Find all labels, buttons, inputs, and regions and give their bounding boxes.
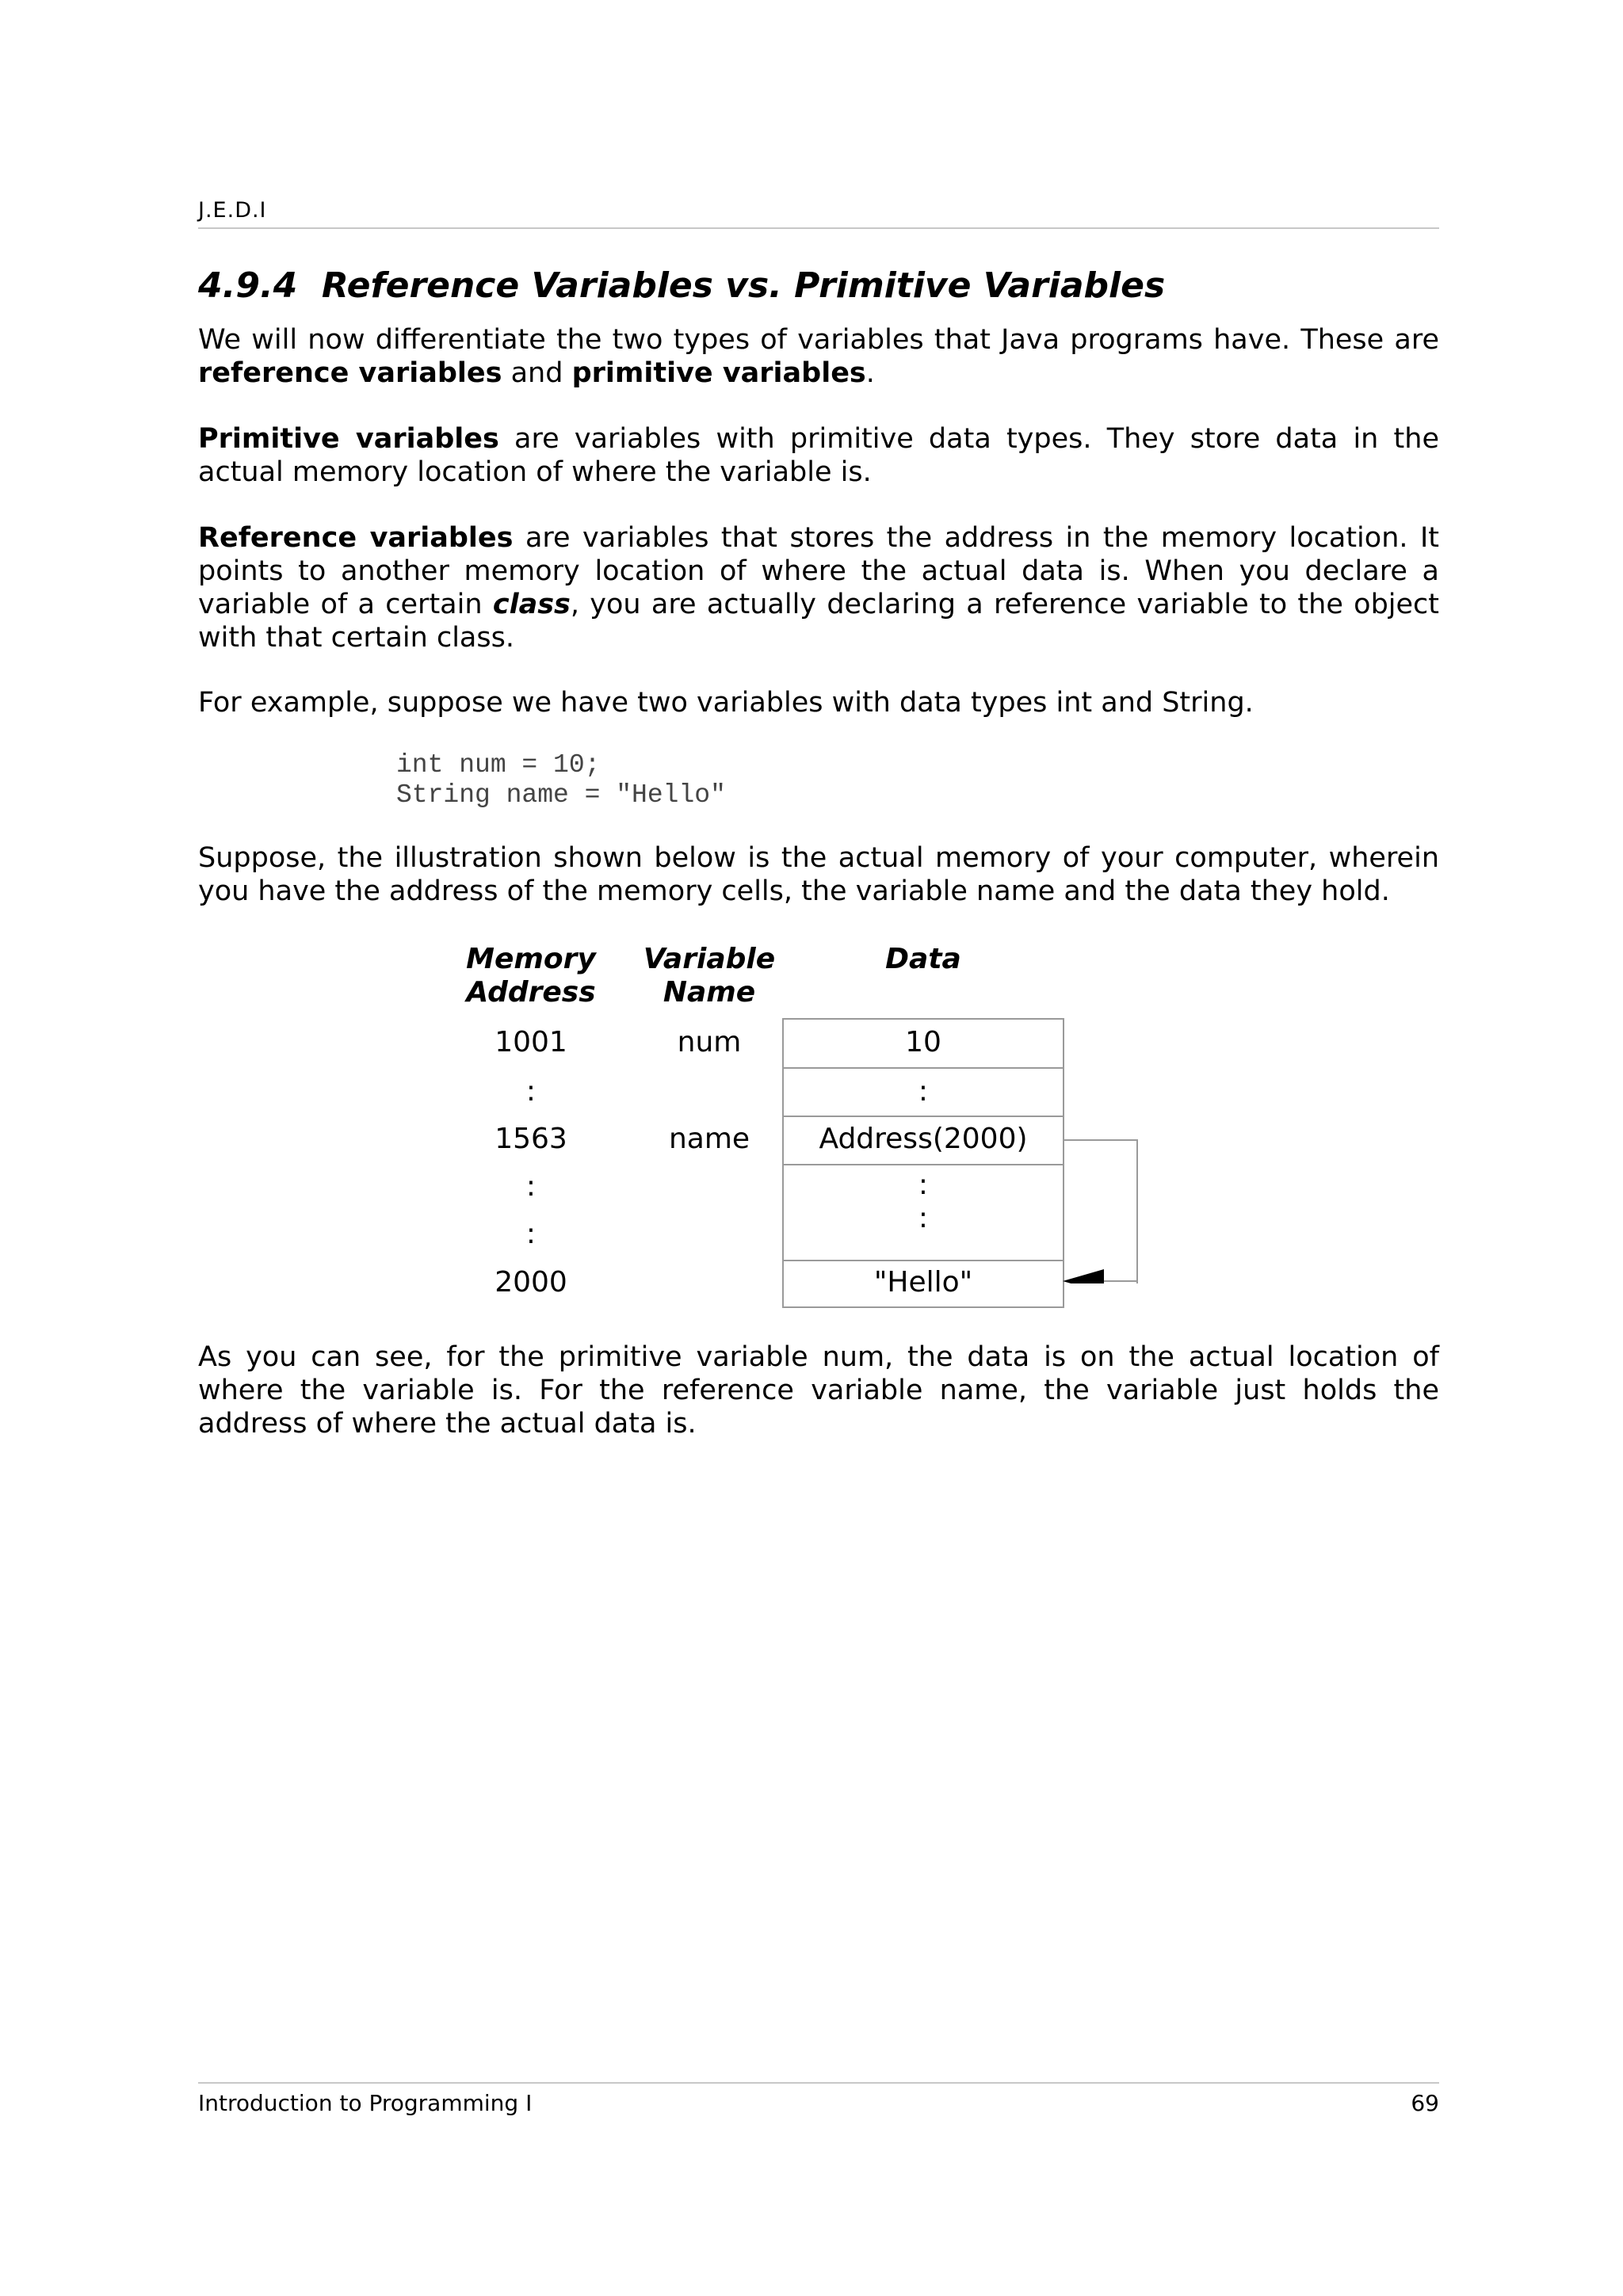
data-cell: :	[918, 1202, 929, 1234]
variable-name-header: Variable Name	[643, 943, 776, 1009]
cell-divider	[784, 1260, 1063, 1261]
address-cell: :	[525, 1075, 537, 1108]
name-cell: name	[668, 1123, 750, 1155]
data-cell: Address(2000)	[819, 1123, 1028, 1155]
name-cell: num	[677, 1026, 742, 1058]
primitive-paragraph: Primitive variables are variables with primitive data types. They store data in the actual memory location of where the variable is.	[198, 423, 1439, 488]
footer-title: Introduction to Programming I	[198, 2090, 533, 2116]
section-title: Reference Variables vs. Primitive Variables	[321, 265, 1166, 306]
address-cell: :	[525, 1170, 537, 1203]
address-cell: 1001	[495, 1026, 567, 1058]
arrow-connector	[1064, 1140, 1137, 1283]
intro-paragraph: We will now differentiate the two types of variables that Java programs have. These are reference variables and primitive variables.	[198, 324, 1439, 389]
data-header: Data	[885, 943, 961, 975]
reference-paragraph: Reference variables are variables that stores the address in the memory location. It points to another memory location of where the actual data is. When you declare a variable of a certain class, you are actually declaring a reference variable to the object with that certain class.	[198, 522, 1440, 654]
cell-divider	[784, 1067, 1063, 1069]
code-line: String name = "Hello"	[396, 780, 726, 810]
reference-arrow	[1058, 1133, 1169, 1283]
address-cell: 1563	[495, 1123, 567, 1155]
data-cell: "Hello"	[873, 1266, 973, 1299]
memory-address-header: Memory Address	[466, 943, 596, 1009]
cell-divider	[784, 1164, 1063, 1165]
example-paragraph: For example, suppose we have two variables with data types int and String.	[198, 687, 1254, 719]
memory-diagram	[198, 943, 1439, 1323]
page-footer	[198, 2082, 1439, 2116]
arrow-head-icon	[1063, 1269, 1104, 1283]
section-number: 4.9.4	[198, 265, 298, 306]
page-header: J.E.D.I	[198, 198, 1439, 229]
code-block	[396, 750, 726, 810]
data-cell: :	[918, 1075, 929, 1108]
suppose-paragraph: Suppose, the illustration shown below is the actual memory of your computer, wherein you have the address of the memory cells, the variable name and the data they hold.	[198, 842, 1439, 907]
address-cell: :	[525, 1218, 537, 1250]
conclusion-paragraph: As you can see, for the primitive variable num, the data is on the actual location of where the variable is. For the reference variable name, the variable just holds the address of where the actual data is.	[198, 1341, 1439, 1440]
data-cell: :	[918, 1169, 929, 1201]
memory-data-column	[782, 1018, 1064, 1308]
address-cell: 2000	[495, 1266, 567, 1299]
data-cell: 10	[905, 1026, 941, 1058]
section-heading	[198, 265, 1165, 306]
page-number: 69	[1411, 2090, 1439, 2116]
code-line: int num = 10;	[396, 750, 601, 780]
cell-divider	[784, 1116, 1063, 1117]
